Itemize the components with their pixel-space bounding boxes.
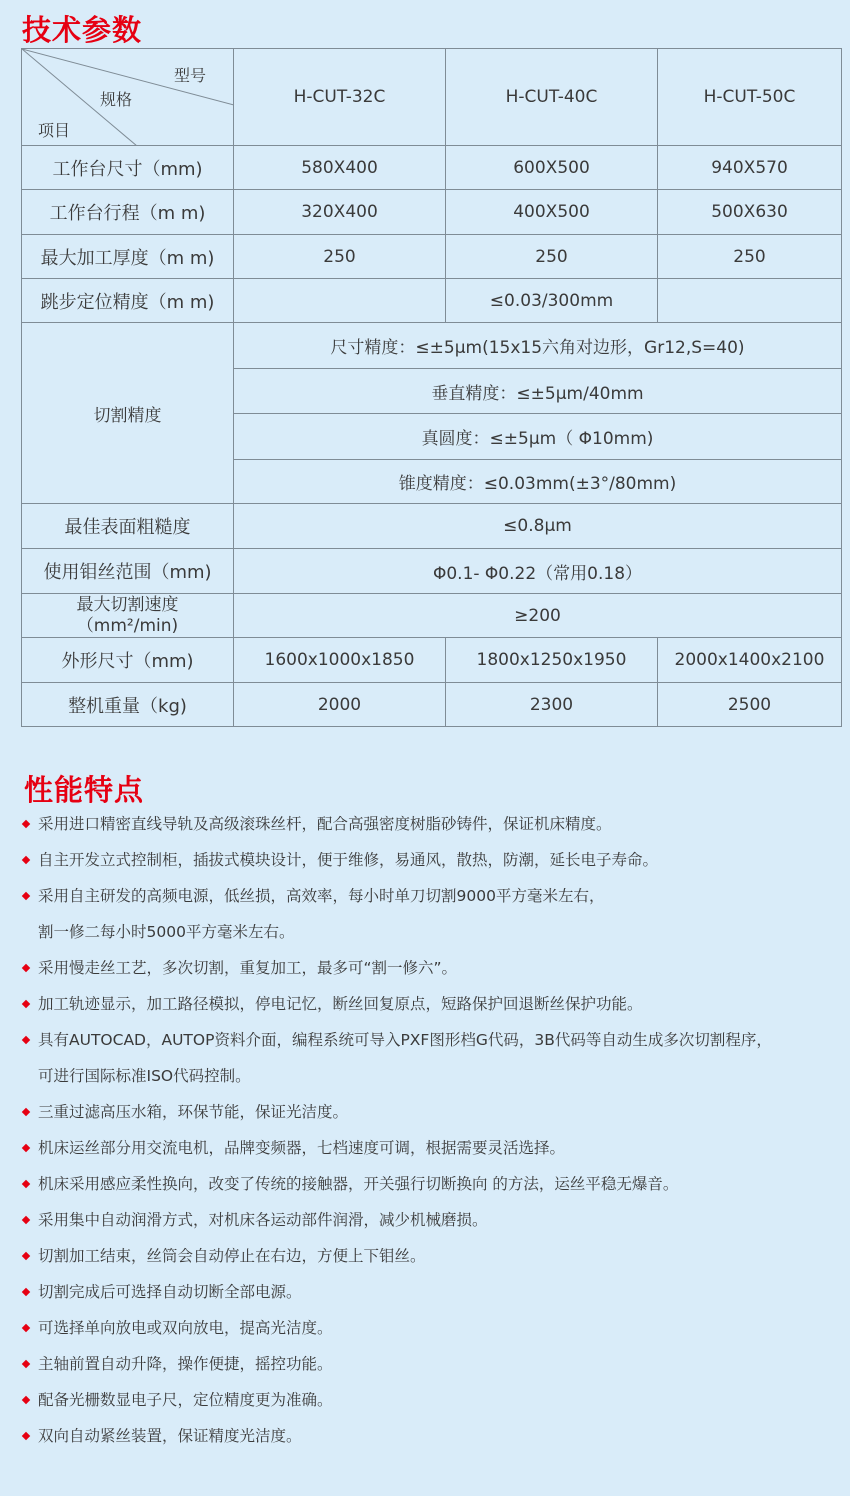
cell-value: ≤0.03/300mm — [446, 279, 658, 323]
cut-speed-label-line2: （mm²/min) — [76, 615, 179, 636]
header-spec-label: 规格 — [100, 90, 133, 109]
table-header-row — [22, 49, 842, 146]
header-model-col-1: H-CUT-32C — [234, 49, 446, 146]
table-row — [22, 235, 842, 279]
table-row — [22, 279, 842, 323]
cell-value: 2500 — [658, 683, 842, 727]
row-label-table-size: 工作台尺寸（mm) — [22, 146, 234, 190]
cell-value: ≤0.8μm — [234, 504, 842, 549]
cell-value: 400X500 — [446, 190, 658, 235]
row-label-cutting-accuracy: 切割精度 — [22, 323, 234, 504]
list-item: 机床运丝部分用交流电机，品牌变频器，七档速度可调，根据需要灵活选择。 — [18, 1130, 838, 1166]
cell-value: 250 — [658, 235, 842, 279]
list-item: 加工轨迹显示，加工路径模拟，停电记忆，断丝回复原点，短路保护回退断丝保护功能。 — [18, 986, 838, 1022]
cell-value: 250 — [446, 235, 658, 279]
list-item: 自主开发立式控制柜，插拔式模块设计，便于维修，易通风，散热，防潮，延长电子寿命。 — [18, 842, 838, 878]
row-label-table-travel: 工作台行程（m m) — [22, 190, 234, 235]
cell-value: 500X630 — [658, 190, 842, 235]
specs-table — [21, 48, 842, 727]
list-item: 主轴前置自动升降，操作便捷，摇控功能。 — [18, 1346, 838, 1382]
header-model-label: 型号 — [174, 66, 207, 85]
cell-value: 580X400 — [234, 146, 446, 190]
cell-value: ≥200 — [234, 594, 842, 638]
cell-value: 1600x1000x1850 — [234, 638, 446, 683]
cell-value: 2000x1400x2100 — [658, 638, 842, 683]
row-label-roughness: 最佳表面粗糙度 — [22, 504, 234, 549]
features-list — [18, 806, 838, 1454]
cell-value: 2300 — [446, 683, 658, 727]
list-item-continuation: 割一修二每小时5000平方毫米左右。 — [38, 923, 295, 941]
cell-value: 1800x1250x1950 — [446, 638, 658, 683]
features-section-title: 性能特点 — [24, 773, 145, 807]
header-item-label: 项目 — [38, 121, 71, 140]
cell-empty — [658, 279, 842, 323]
row-label-cut-speed — [22, 594, 234, 638]
cell-value: Φ0.1- Φ0.22（常用0.18） — [234, 549, 842, 594]
cell-empty — [234, 279, 446, 323]
list-item: 采用自主研发的高频电源，低丝损，高效率，每小时单刀切割9000平方毫米左右， — [18, 878, 838, 914]
list-item: 双向自动紧丝装置，保证精度光洁度。 — [18, 1418, 838, 1454]
list-item: 切割加工结束，丝筒会自动停止在右边，方便上下钼丝。 — [18, 1238, 838, 1274]
row-label-max-thickness: 最大加工厚度（m m) — [22, 235, 234, 279]
cell-value: 600X500 — [446, 146, 658, 190]
table-row — [22, 323, 842, 369]
table-row — [22, 146, 842, 190]
list-item: 三重过滤高压水箱，环保节能，保证光洁度。 — [18, 1094, 838, 1130]
specs-section-title: 技术参数 — [22, 13, 143, 47]
cell-value: 锥度精度：≤0.03mm(±3°/80mm) — [234, 460, 842, 504]
list-item: 机床采用感应柔性换向，改变了传统的接触器，开关强行切断换向 的方法，运丝平稳无爆音。 — [18, 1166, 838, 1202]
table-row — [22, 549, 842, 594]
cell-value: 940X570 — [658, 146, 842, 190]
table-row — [22, 594, 842, 638]
list-item: 具有AUTOCAD，AUTOP资料介面，编程系统可导入PXF图形档G代码，3B代码等自动生成多次切割程序， — [18, 1022, 838, 1058]
header-model-col-2: H-CUT-40C — [446, 49, 658, 146]
row-label-step-accuracy: 跳步定位精度（m m) — [22, 279, 234, 323]
header-model-col-3: H-CUT-50C — [658, 49, 842, 146]
cut-speed-label-line1: 最大切割速度 — [76, 594, 179, 615]
cell-value: 真圆度：≤±5μm（ Φ10mm) — [234, 414, 842, 460]
cell-value: 320X400 — [234, 190, 446, 235]
table-row — [22, 190, 842, 235]
list-item: 采用集中自动润滑方式，对机床各运动部件润滑，减少机械磨损。 — [18, 1202, 838, 1238]
list-item: 采用进口精密直线导轨及高级滚珠丝杆，配合高强密度树脂砂铸件，保证机床精度。 — [18, 806, 838, 842]
cell-value: 垂直精度：≤±5μm/40mm — [234, 369, 842, 414]
cell-value: 250 — [234, 235, 446, 279]
table-row — [22, 683, 842, 727]
list-item: 可选择单向放电或双向放电，提高光洁度。 — [18, 1310, 838, 1346]
row-label-dimensions: 外形尺寸（mm) — [22, 638, 234, 683]
cell-value: 尺寸精度：≤±5μm(15x15六角对边形，Gr12,S=40) — [234, 323, 842, 369]
table-row — [22, 638, 842, 683]
row-label-weight: 整机重量（kg) — [22, 683, 234, 727]
row-label-wire-range: 使用钼丝范围（mm) — [22, 549, 234, 594]
list-item: 配备光栅数显电子尺，定位精度更为准确。 — [18, 1382, 838, 1418]
table-row — [22, 504, 842, 549]
list-item: 切割完成后可选择自动切断全部电源。 — [18, 1274, 838, 1310]
cell-value: 2000 — [234, 683, 446, 727]
list-item-continuation: 可进行国际标准ISO代码控制。 — [38, 1067, 251, 1085]
list-item: 采用慢走丝工艺，多次切割，重复加工，最多可“割一修六”。 — [18, 950, 838, 986]
diagonal-header-cell — [22, 49, 234, 146]
